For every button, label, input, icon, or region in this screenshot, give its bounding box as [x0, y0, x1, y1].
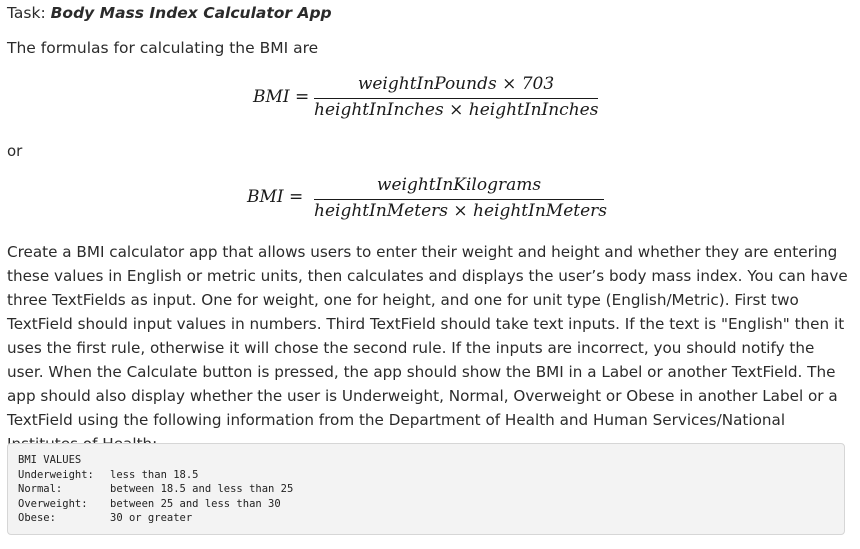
bmi-row-underweight: [18, 468, 199, 483]
bmi-row-value: between 18.5 and less than 25: [110, 483, 294, 495]
formula-imperial-lhs: BMI =: [253, 87, 310, 107]
task-name: Body Mass Index Calculator App: [50, 4, 332, 22]
bmi-row-normal: [18, 482, 293, 497]
bmi-row-label: Obese:: [18, 512, 56, 524]
bmi-row-obese: [18, 511, 192, 526]
bmi-values-header: BMI VALUES: [18, 454, 82, 466]
bmi-values-code-block: [7, 443, 845, 535]
task-label: Task:: [7, 4, 51, 22]
formula-metric-fraction-bar: [314, 199, 604, 200]
or-text: or: [7, 142, 23, 160]
formula-metric-denominator: heightInMeters × heightInMeters: [314, 201, 608, 221]
formula-metric-numerator: weightInKilograms: [376, 175, 542, 195]
formula-imperial-denominator: heightInInches × heightInInches: [314, 100, 599, 120]
bmi-row-overweight: [18, 497, 281, 512]
bmi-row-label: Overweight:: [18, 497, 88, 510]
task-description: Create a BMI calculator app that allows users to enter their weight and height and whether they are entering these values in English or metric units, then calculates and displays the user’s body mass index. You can have three TextFields as input. One for weight, one for height, and one for unit type (English/Metric). First two TextField should input values in numbers. Third TextField should take text inputs. If the text is "English" then it uses the first rule, otherwise it will chose the second rule. If the inputs are incorrect, you should notify the user. When the Calculate button is pressed, the app should show the BMI in a Label or another TextField. The app should also display whether the user is Underweight, Normal, Overweight or Obese in another Label or a TextField using the following information from the Department of Health and Human Services/National: [7, 243, 848, 429]
formula-metric-lhs: BMI =: [247, 187, 304, 207]
bmi-row-value: between 25 and less than 30: [110, 497, 281, 510]
formula-metric: [0, 0, 860, 230]
bmi-row-label: Underweight:: [18, 468, 94, 481]
formula-imperial-numerator: weightInPounds × 703: [357, 74, 555, 94]
bmi-row-value: less than 18.5: [110, 468, 199, 481]
bmi-row-value: 30 or greater: [110, 512, 193, 524]
intro-text: The formulas for calculating the BMI are: [7, 39, 319, 57]
bmi-row-label: Normal:: [18, 483, 63, 495]
